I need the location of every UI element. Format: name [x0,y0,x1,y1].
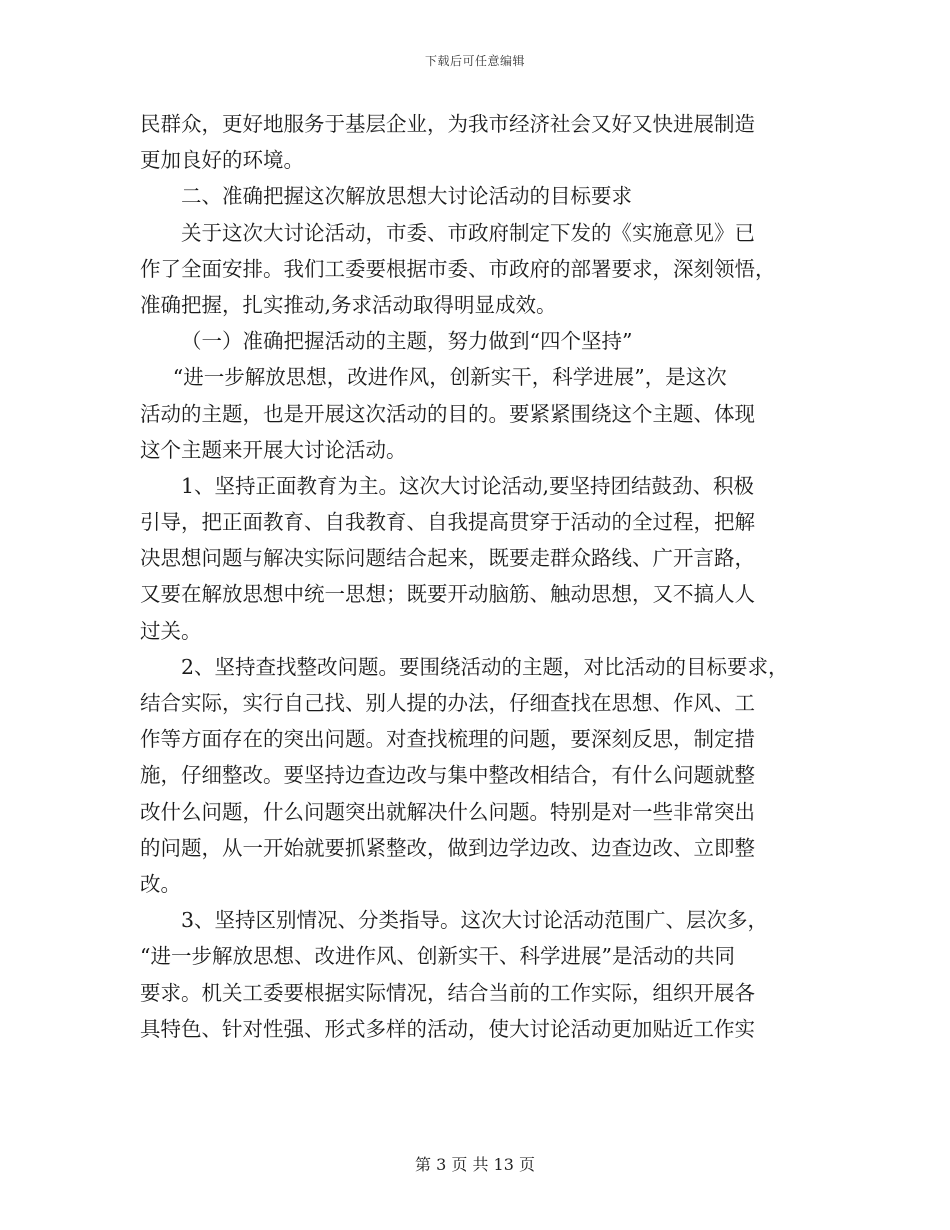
text-line: 1、坚持正面教育为主。这次大讨论活动,要坚持团结鼓劲、积极 [181,473,755,498]
document-body [140,106,830,1047]
text-line: “进一步解放思想、改进作风、创新实干、科学进展”是活动的共同 [140,944,735,969]
text-line: 的问题，从一开始就要抓紧整改，做到边学边改、边查边改、立即整 [140,835,755,860]
text-line: 更加良好的环境。 [140,148,304,173]
text-line: 活动的主题，也是开展这次活动的目的。要紧紧围绕这个主题、体现 [140,401,755,426]
page-footer: 第 3 页 共 13 页 [415,1155,535,1174]
text-line: 民群众，更好地服务于基层企业，为我市经济社会又好又快进展制造 [140,112,755,136]
text-line: 准确把握，扎实推动,务求活动取得明显成效。 [140,292,557,317]
text-line: 关于这次大讨论活动，市委、市政府制定下发的《实施意见》已 [181,220,755,245]
text-line: 这个主题来开展大讨论活动。 [140,437,407,462]
text-line: 作等方面存在的突出问题。对查找梳理的问题，要深刻反思，制定措 [140,727,755,752]
text-line: 要求。机关工委要根据实际情况，结合当前的工作实际，组织开展各 [140,980,755,1005]
text-line: 又要在解放思想中统一思想；既要开动脑筋、触动思想，又不搞人人 [140,582,755,607]
text-line: 二、准确把握这次解放思想大讨论活动的目标要求 [181,184,632,209]
text-line: 改什么问题，什么问题突出就解决什么问题。特别是对一些非常突出 [140,799,755,824]
text-line: 施，仔细整改。要坚持边查边改与集中整改相结合，有什么问题就整 [140,763,755,788]
text-line: “进一步解放思想，改进作风，创新实干，科学进展”，是这次 [172,365,727,390]
text-line: 结合实际，实行自己找、别人提的办法，仔细查找在思想、作风、工 [140,691,755,715]
text-line: 引导，把正面教育、自我教育、自我提高贯穿于活动的全过程，把解 [140,510,755,535]
text-line: 2、坚持查找整改问题。要围绕活动的主题，对比活动的目标要求， [181,654,789,679]
text-line: 决思想问题与解决实际问题结合起来，既要走群众路线、广开言路， [140,546,755,571]
text-line: 过关。 [140,618,202,643]
text-line: （一）准确把握活动的主题，努力做到“四个坚持” [181,329,633,354]
text-line: 改。 [140,871,181,896]
page-header: 下载后可任意编辑 [424,54,525,68]
text-line: 具特色、针对性强、形式多样的活动，使大讨论活动更加贴近工作实 [140,1016,755,1041]
text-line: 3、坚持区别情况、分类指导。这次大讨论活动范围广、层次多， [181,908,769,933]
text-line: 作了全面安排。我们工委要根据市委、市政府的部署要求，深刻领悟， [140,256,776,281]
